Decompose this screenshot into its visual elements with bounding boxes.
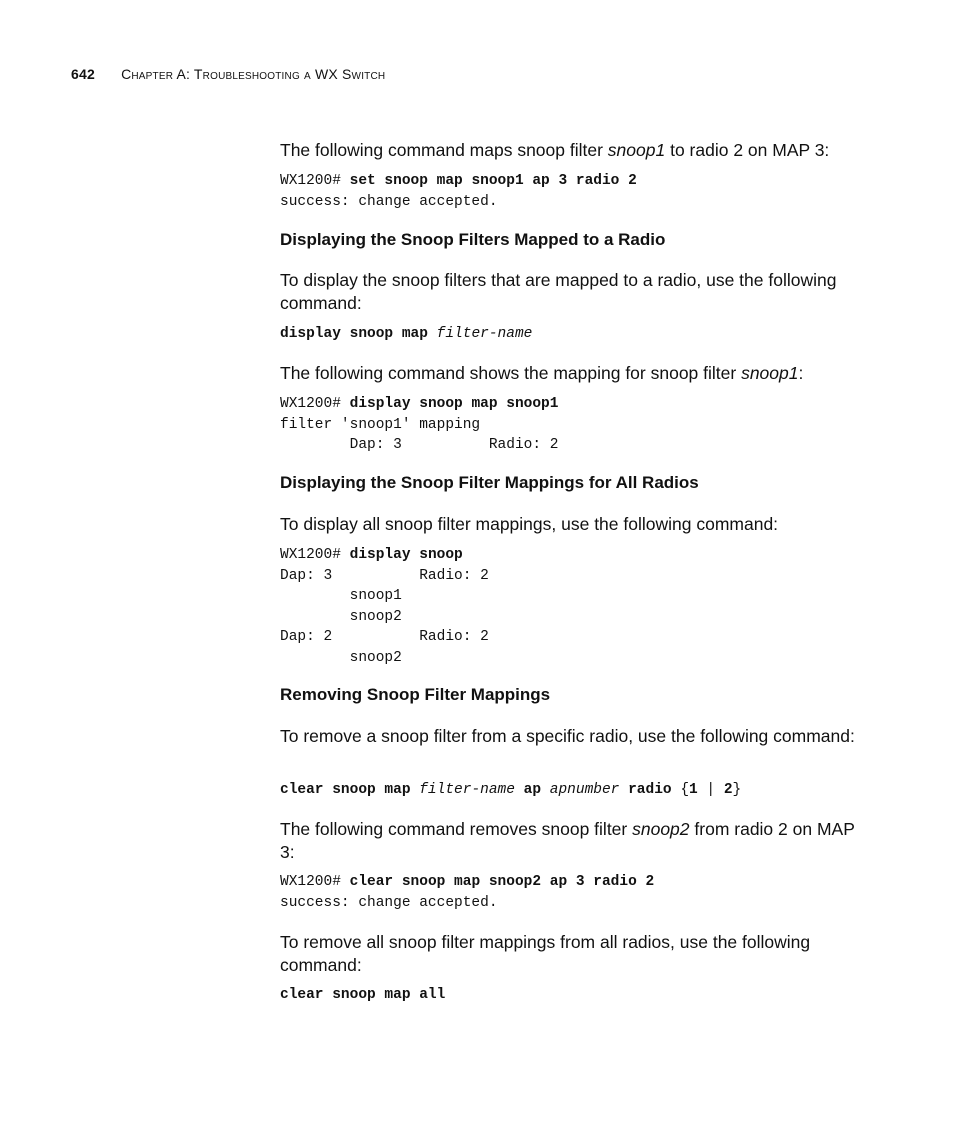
syntax-clear-snoop-map: clear snoop map filter-name ap apnumber radio {1 | 2} bbox=[280, 782, 742, 798]
intro-paragraph: The following command maps snoop filter snoop1 to radio 2 on MAP 3: bbox=[280, 140, 830, 160]
chapter-title: Chapter A: Troubleshooting a WX Switch bbox=[121, 66, 386, 82]
paragraph-remove-all: To remove all snoop filter mappings from all radios, use the following command: bbox=[280, 932, 811, 975]
heading-removing: Removing Snoop Filter Mappings bbox=[280, 685, 551, 704]
code-example-clear-map: WX1200# clear snoop map snoop2 ap 3 radio 2 success: change accepted. bbox=[280, 874, 655, 911]
page-number: 642 bbox=[71, 66, 95, 82]
page-header bbox=[71, 66, 385, 82]
heading-display-radio: Displaying the Snoop Filters Mapped to a Radio bbox=[280, 230, 666, 249]
code-example-set-map: WX1200# set snoop map snoop1 ap 3 radio 2 success: change accepted. bbox=[280, 173, 637, 210]
syntax-clear-all: clear snoop map all bbox=[280, 987, 446, 1003]
paragraph-display-all: To display all snoop filter mappings, use the following command: bbox=[280, 514, 779, 534]
code-example-display-snoop: WX1200# display snoop Dap: 3 Radio: 2 snoop1 snoop2 Dap: 2 Radio: 2 snoop2 bbox=[280, 547, 489, 666]
paragraph-display-radio: To display the snoop filters that are mapped to a radio, use the following command: bbox=[280, 270, 837, 313]
paragraph-example-snoop1: The following command shows the mapping for snoop filter snoop1: bbox=[280, 363, 804, 383]
paragraph-removing: To remove a snoop filter from a specific radio, use the following command: bbox=[280, 726, 855, 746]
paragraph-remove-example: The following command removes snoop filter snoop2 from radio 2 on MAP 3: bbox=[280, 819, 855, 862]
code-example-display-map: WX1200# display snoop map snoop1 filter 'snoop1' mapping Dap: 3 Radio: 2 bbox=[280, 396, 559, 453]
heading-display-all: Displaying the Snoop Filter Mappings for All Radios bbox=[280, 473, 699, 492]
syntax-display-snoop-map: display snoop map filter-name bbox=[280, 326, 533, 342]
